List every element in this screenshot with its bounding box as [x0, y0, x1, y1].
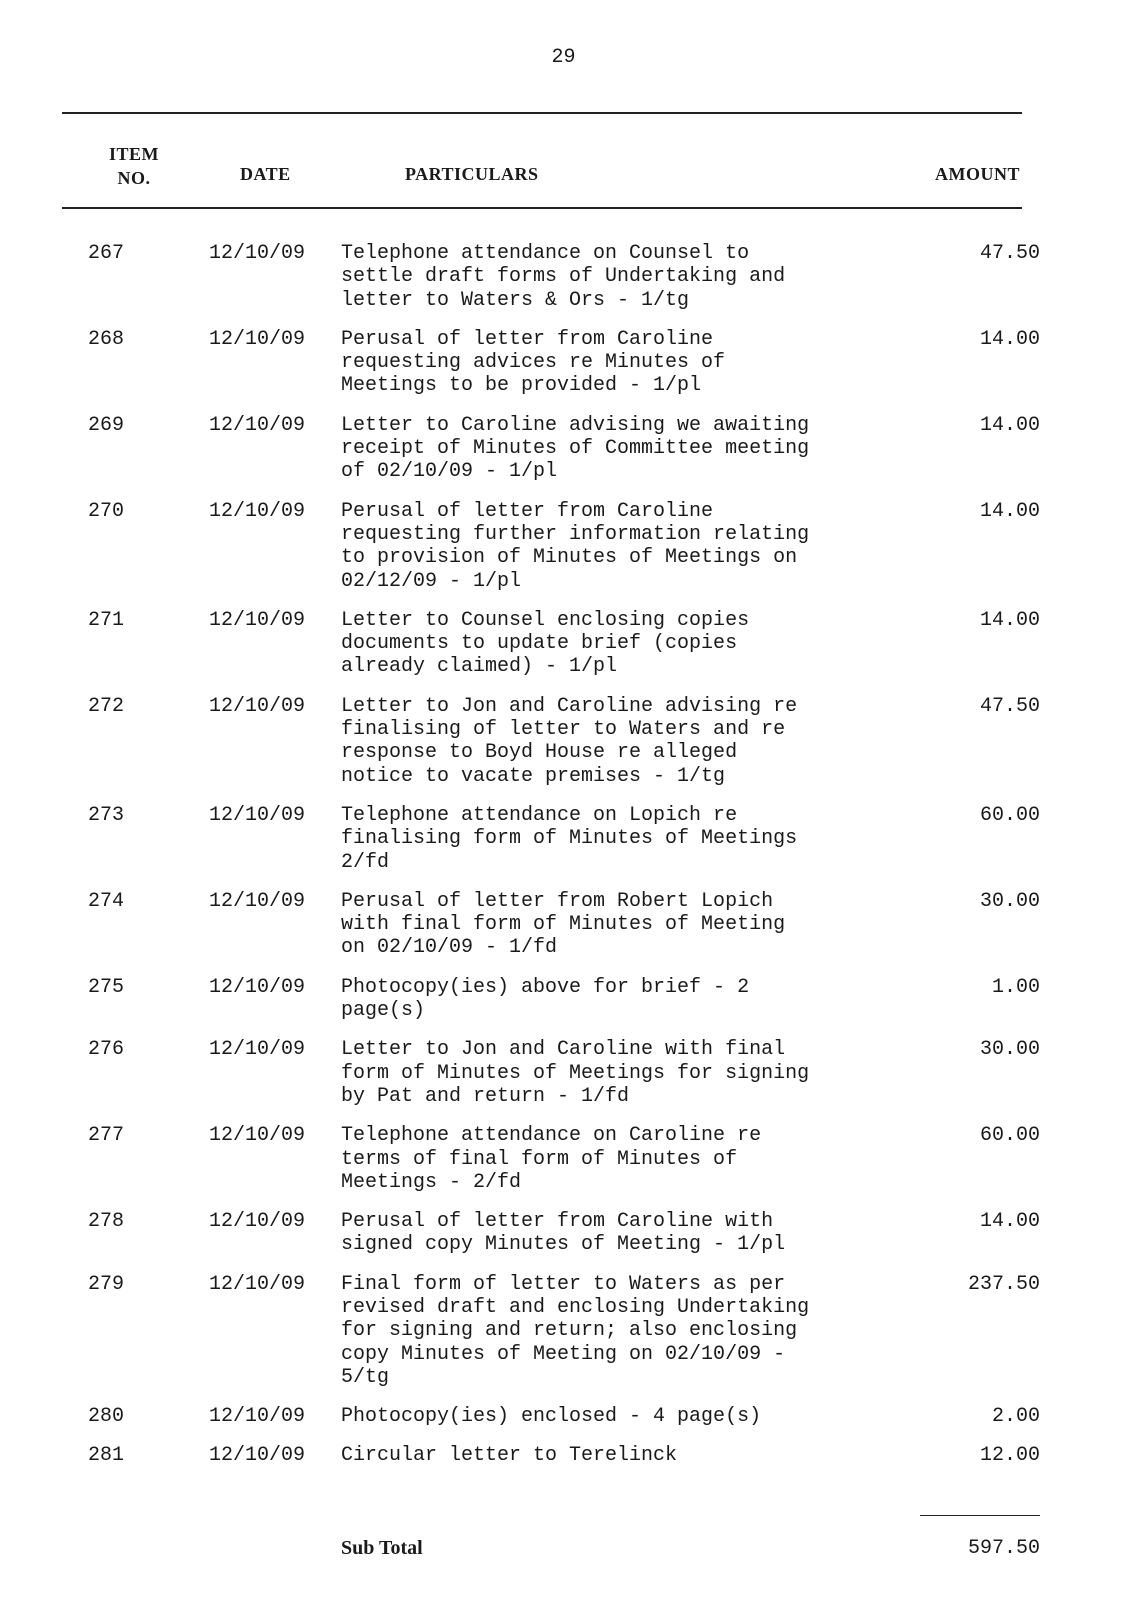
item-date: 12/10/09 — [209, 975, 306, 999]
table-row — [0, 804, 1127, 874]
item-amount: 47.50 — [979, 242, 1040, 265]
item-particulars: Final form of letter to Waters as per revised draft and enclosing Undertaking for signing and return; also enclosing copy Minutes of Meeting on 02/10/09 - 5/tg — [341, 1272, 810, 1389]
page-number: 29 — [551, 46, 576, 69]
item-number: 278 — [88, 1210, 125, 1234]
table-row — [0, 1444, 1127, 1467]
item-number: 269 — [88, 413, 125, 437]
item-particulars: Perusal of letter from Caroline requesting advices re Minutes of Meetings to be provided - 1/pl — [341, 327, 726, 398]
item-particulars: Letter to Counsel enclosing copies documents to update brief (copies already claimed) - 1/pl — [341, 608, 750, 679]
item-date: 12/10/09 — [209, 1405, 306, 1429]
item-date: 12/10/09 — [209, 608, 306, 632]
item-particulars: Photocopy(ies) above for brief - 2 page(s) — [341, 975, 750, 1023]
item-number: 272 — [88, 694, 125, 718]
header-bottom-rule — [62, 207, 1022, 209]
item-amount: 14.00 — [979, 499, 1040, 523]
item-amount: 14.00 — [979, 327, 1040, 351]
item-particulars: Perusal of letter from Robert Lopich with final form of Minutes of Meeting on 02/10/09 - 1/fd — [341, 889, 786, 960]
header-particulars: PARTICULARS — [405, 164, 539, 184]
item-number: 273 — [88, 803, 125, 827]
item-amount: 47.50 — [979, 694, 1040, 718]
item-number: 281 — [88, 1444, 125, 1468]
item-amount: 60.00 — [979, 1124, 1040, 1148]
subtotal-rule — [920, 1515, 1040, 1516]
item-date: 12/10/09 — [209, 1272, 306, 1296]
table-row — [0, 1273, 1127, 1389]
header-date: DATE — [240, 164, 291, 184]
item-particulars: Letter to Jon and Caroline advising re finalising of letter to Waters and re response to Boyd House re alleged notice to vacate premises - 1/tg — [341, 694, 798, 788]
item-date: 12/10/09 — [209, 889, 306, 913]
item-number: 277 — [88, 1124, 125, 1148]
item-date: 12/10/09 — [209, 413, 306, 437]
table-row — [0, 1405, 1127, 1428]
subtotal-amount: 597.50 — [967, 1537, 1040, 1560]
item-number: 268 — [88, 327, 125, 351]
item-amount: 2.00 — [991, 1405, 1040, 1429]
item-date: 12/10/09 — [209, 1210, 306, 1234]
item-number: 279 — [88, 1272, 125, 1296]
item-date: 12/10/09 — [209, 1124, 306, 1148]
item-number: 271 — [88, 608, 125, 632]
item-date: 12/10/09 — [209, 1444, 306, 1468]
item-date: 12/10/09 — [209, 694, 306, 718]
item-amount: 14.00 — [979, 413, 1040, 437]
item-date: 12/10/09 — [209, 499, 306, 523]
table-row — [0, 1038, 1127, 1108]
table-row — [0, 500, 1127, 593]
table-row — [0, 1124, 1127, 1194]
item-number: 270 — [88, 499, 125, 523]
header-top-rule — [62, 112, 1022, 114]
item-particulars: Circular letter to Terelinck — [341, 1444, 678, 1468]
item-amount: 14.00 — [979, 608, 1040, 632]
subtotal-label: Sub Total — [341, 1537, 423, 1559]
item-amount: 60.00 — [979, 803, 1040, 827]
table-row — [0, 1210, 1127, 1257]
item-number: 280 — [88, 1405, 125, 1429]
item-date: 12/10/09 — [209, 803, 306, 827]
item-particulars: Letter to Caroline advising we awaiting receipt of Minutes of Committee meeting of 02/10/09 - 1/pl — [341, 413, 810, 484]
item-number: 274 — [88, 889, 125, 913]
item-amount: 30.00 — [979, 1038, 1040, 1062]
item-particulars: Telephone attendance on Caroline re terms of final form of Minutes of Meetings - 2/fd — [341, 1124, 762, 1194]
item-amount: 12.00 — [979, 1444, 1040, 1468]
table-row — [0, 890, 1127, 960]
item-date: 12/10/09 — [209, 242, 306, 265]
header-item-no: ITEM NO. — [108, 144, 159, 188]
item-amount: 14.00 — [979, 1210, 1040, 1234]
table-row — [0, 242, 1127, 312]
ledger-rows — [0, 242, 1127, 1484]
item-number: 267 — [88, 242, 125, 265]
table-row — [0, 976, 1127, 1023]
item-date: 12/10/09 — [209, 327, 306, 351]
item-number: 275 — [88, 975, 125, 999]
item-date: 12/10/09 — [209, 1038, 306, 1062]
table-row — [0, 414, 1127, 484]
item-particulars: Photocopy(ies) enclosed - 4 page(s) — [341, 1405, 762, 1429]
item-particulars: Letter to Jon and Caroline with final form of Minutes of Meetings for signing by Pat and return - 1/fd — [341, 1038, 810, 1108]
item-number: 276 — [88, 1038, 125, 1062]
item-particulars: Telephone attendance on Counsel to settle draft forms of Undertaking and letter to Waters & Ors - 1/tg — [341, 242, 786, 312]
table-row — [0, 609, 1127, 679]
item-particulars: Telephone attendance on Lopich re finalising form of Minutes of Meetings 2/fd — [341, 803, 798, 874]
item-particulars: Perusal of letter from Caroline requesting further information relating to provision of Minutes of Meetings on 02/12/09 - 1/pl — [341, 499, 810, 593]
item-amount: 30.00 — [979, 889, 1040, 913]
table-row — [0, 328, 1127, 398]
item-amount: 237.50 — [967, 1272, 1040, 1296]
item-particulars: Perusal of letter from Caroline with signed copy Minutes of Meeting - 1/pl — [341, 1210, 786, 1257]
table-row — [0, 695, 1127, 788]
header-amount: AMOUNT — [935, 164, 1020, 184]
item-amount: 1.00 — [991, 975, 1040, 999]
